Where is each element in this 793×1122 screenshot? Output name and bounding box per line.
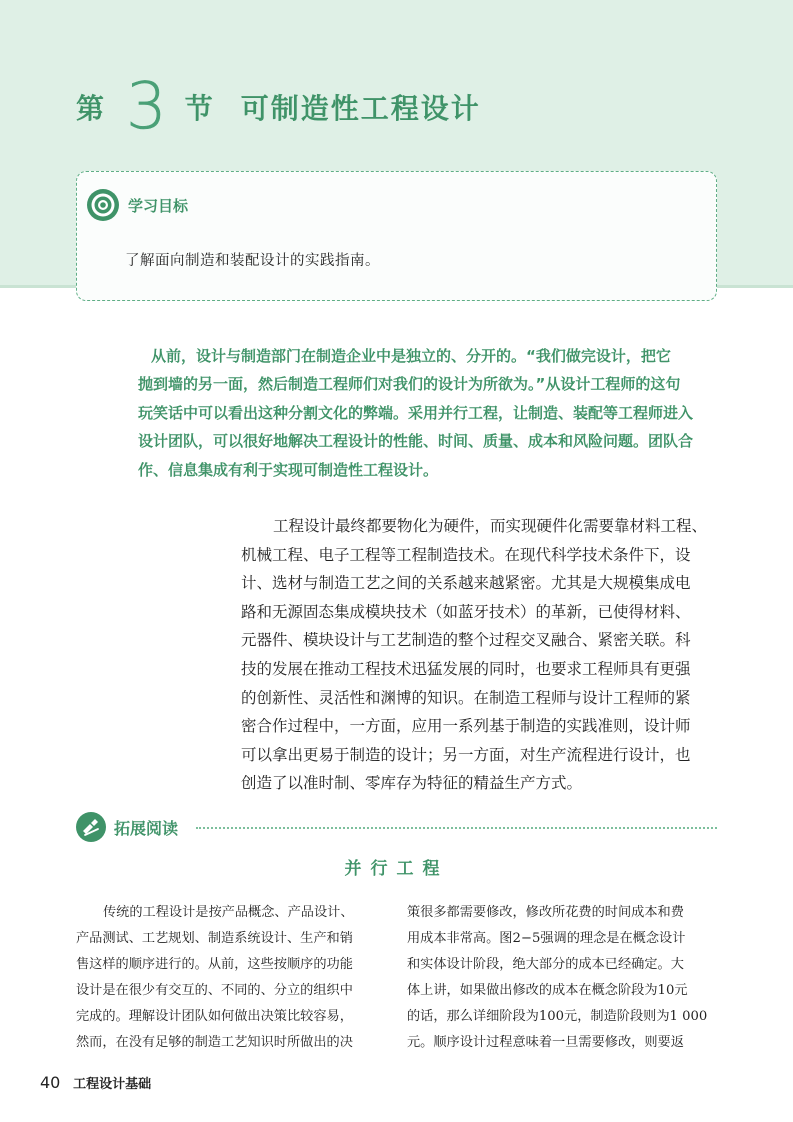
body-line: 密合作过程中，一方面，应用一系列基于制造的实践准则，设计师	[241, 717, 691, 736]
reading-line: 然而，在没有足够的制造工艺知识时所做出的决	[76, 1035, 353, 1050]
reading-line: 设计是在很少有交互的、不同的、分立的组织中	[76, 983, 353, 998]
extended-reading-title: 并行工程	[344, 859, 449, 879]
intro-paragraph	[138, 342, 694, 484]
reading-column-left	[76, 900, 388, 1056]
body-line: 元器件、模块设计与工艺制造的整个过程交叉融合、紧密关联。科	[241, 631, 691, 650]
section-prefix: 第	[76, 92, 107, 125]
reading-line: 售这样的顺序进行的。从前，这些按顺序的功能	[76, 957, 353, 972]
page-number: 40	[40, 1073, 61, 1092]
reading-line: 元。顺序设计过程意味着一旦需要修改，则要返	[407, 1035, 684, 1050]
body-line: 计、选材与制造工艺之间的关系越来越紧密。尤其是大规模集成电	[241, 574, 691, 593]
extended-reading-label: 拓展阅读	[114, 819, 179, 838]
reading-line: 完成的。理解设计团队如何做出决策比较容易，	[76, 1009, 353, 1024]
section-suffix: 节	[184, 92, 215, 125]
intro-line: 抛到墙的另一面，然后制造工程师们对我们的设计为所欲为。”从设计工程师的这句	[138, 375, 681, 394]
reading-line: 和实体设计阶段，绝大部分的成本已经确定。大	[407, 957, 684, 972]
section-number: 3	[126, 70, 167, 144]
learning-goals-box	[76, 171, 717, 301]
section-name: 可制造性工程设计	[240, 92, 481, 125]
body-line: 创造了以准时制、零库存为特征的精益生产方式。	[241, 774, 583, 793]
body-line: 路和无源固态集成模块技术（如蓝牙技术）的革新，已使得材料、	[241, 602, 691, 621]
reading-line: 策很多都需要修改，修改所花费的时间成本和费	[407, 905, 684, 920]
body-paragraph	[241, 512, 719, 798]
reading-line: 的话，那么详细阶段为100元，制造阶段则为1 000	[407, 1009, 708, 1024]
intro-line: 设计团队，可以很好地解决工程设计的性能、时间、质量、成本和风险问题。团队合	[138, 432, 694, 451]
learning-goals-label: 学习目标	[128, 197, 189, 215]
page-footer	[40, 1073, 151, 1092]
section-title	[76, 72, 481, 142]
body-line: 的创新性、灵活性和渊博的知识。在制造工程师与设计工程师的紧	[241, 688, 691, 707]
target-icon	[86, 188, 120, 222]
reading-line: 体上讲，如果做出修改的成本在概念阶段为10元	[407, 983, 688, 998]
reading-column-right	[407, 900, 719, 1056]
book-title: 工程设计基础	[73, 1077, 152, 1092]
reading-line: 用成本非常高。图2−5强调的理念是在概念设计	[407, 931, 686, 946]
intro-line: 从前，设计与制造部门在制造企业中是独立的、分开的。“我们做完设计，把它	[151, 347, 671, 365]
learning-goals-text: 了解面向制造和装配设计的实践指南。	[125, 253, 380, 269]
intro-line: 作、信息集成有利于实现可制造性工程设计。	[138, 460, 439, 479]
reading-line: 产品测试、工艺规划、制造系统设计、生产和销	[76, 931, 353, 946]
dotted-divider	[196, 827, 717, 829]
body-line: 技的发展在推动工程技术迅猛发展的同时，也要求工程师具有更强	[241, 659, 691, 678]
body-line: 工程设计最终都要物化为硬件，而实现硬件化需要靠材料工程、	[273, 517, 708, 535]
body-line: 机械工程、电子工程等工程制造技术。在现代科学技术条件下，设	[241, 545, 691, 564]
intro-line: 玩笑话中可以看出这种分割文化的弊端。采用并行工程，让制造、装配等工程师进入	[138, 403, 694, 422]
book-pen-icon	[76, 812, 106, 842]
body-line: 可以拿出更易于制造的设计；另一方面，对生产流程进行设计，也	[241, 745, 691, 764]
reading-line: 传统的工程设计是按产品概念、产品设计、	[103, 905, 354, 920]
